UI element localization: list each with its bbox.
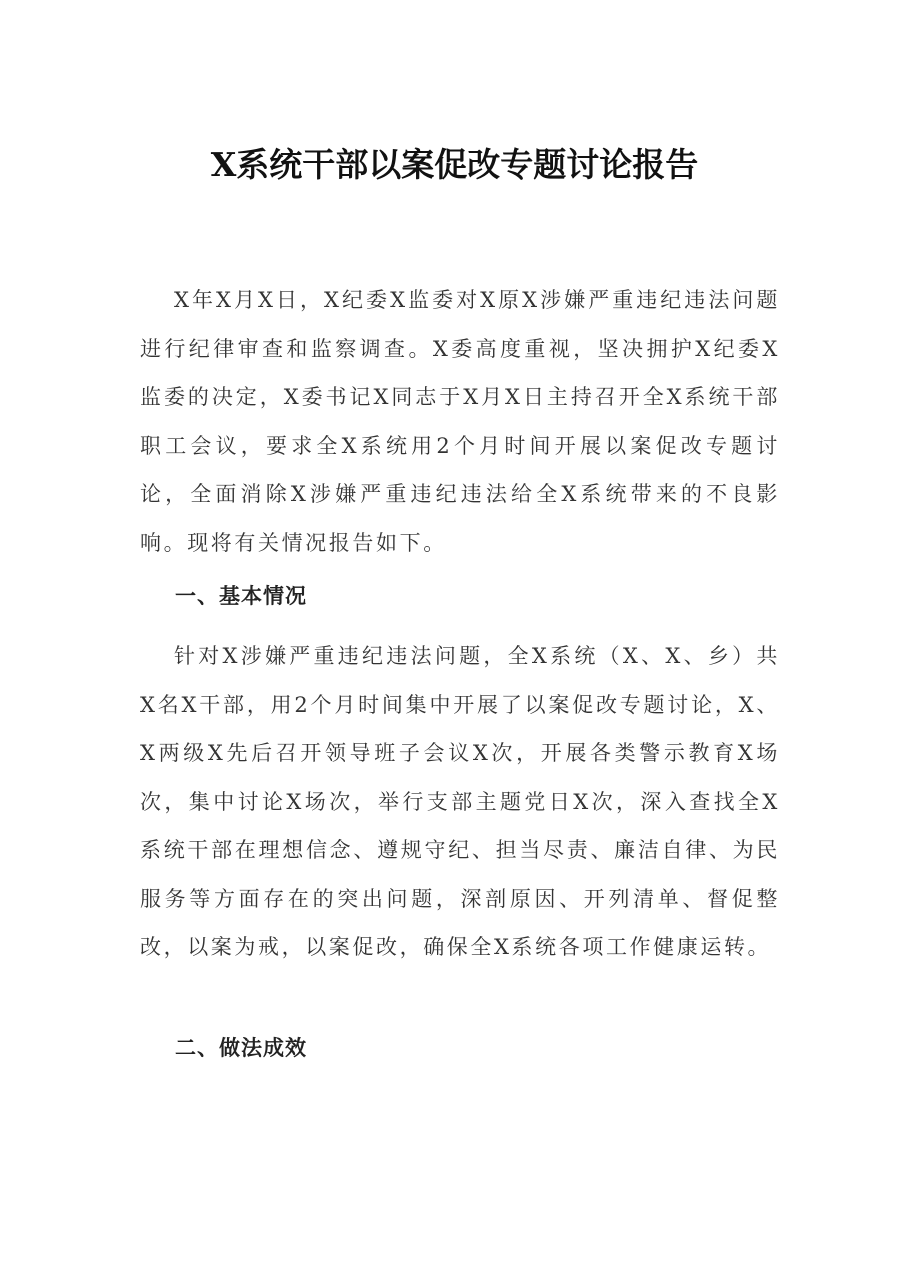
basic-situation-paragraph: 针对X涉嫌严重违纪违法问题，全X系统（X、X、乡）共X名X干部，用2个月时间集中开展了以案促改专题讨论，X、X两级X先后召开领导班子会议X次，开展各类警示教育X场次，集中讨论X场次，举行支部主题党日X次，深入查找全X系统干部在理想信念、遵规守纪、担当尽责、廉洁自律、为民服务等方面存在的突出问题，深剖原因、开列清单、督促整改，以案为戒，以案促改，确保全X系统各项工作健康运转。 [140,644,780,959]
basic-situation-paragraph-block [140,632,780,972]
intro-paragraph: X年X月X日，X纪委X监委对X原X涉嫌严重违纪违法问题进行纪律审查和监察调查。X委高度重视，坚决拥护X纪委X监委的决定，X委书记X同志于X月X日主持召开全X系统干部职工会议，要求全X系统用2个月时间开展以案促改专题讨论，全面消除X涉嫌严重违纪违法给全X系统带来的不良影响。现将有关情况报告如下。 [140,288,780,555]
section-heading-basic-situation: 一、基本情况 [175,584,307,608]
document-title: X系统干部以案促改专题讨论报告 [210,145,699,184]
section-heading-practices-results: 二、做法成效 [175,1036,307,1060]
intro-paragraph-block [140,276,780,567]
